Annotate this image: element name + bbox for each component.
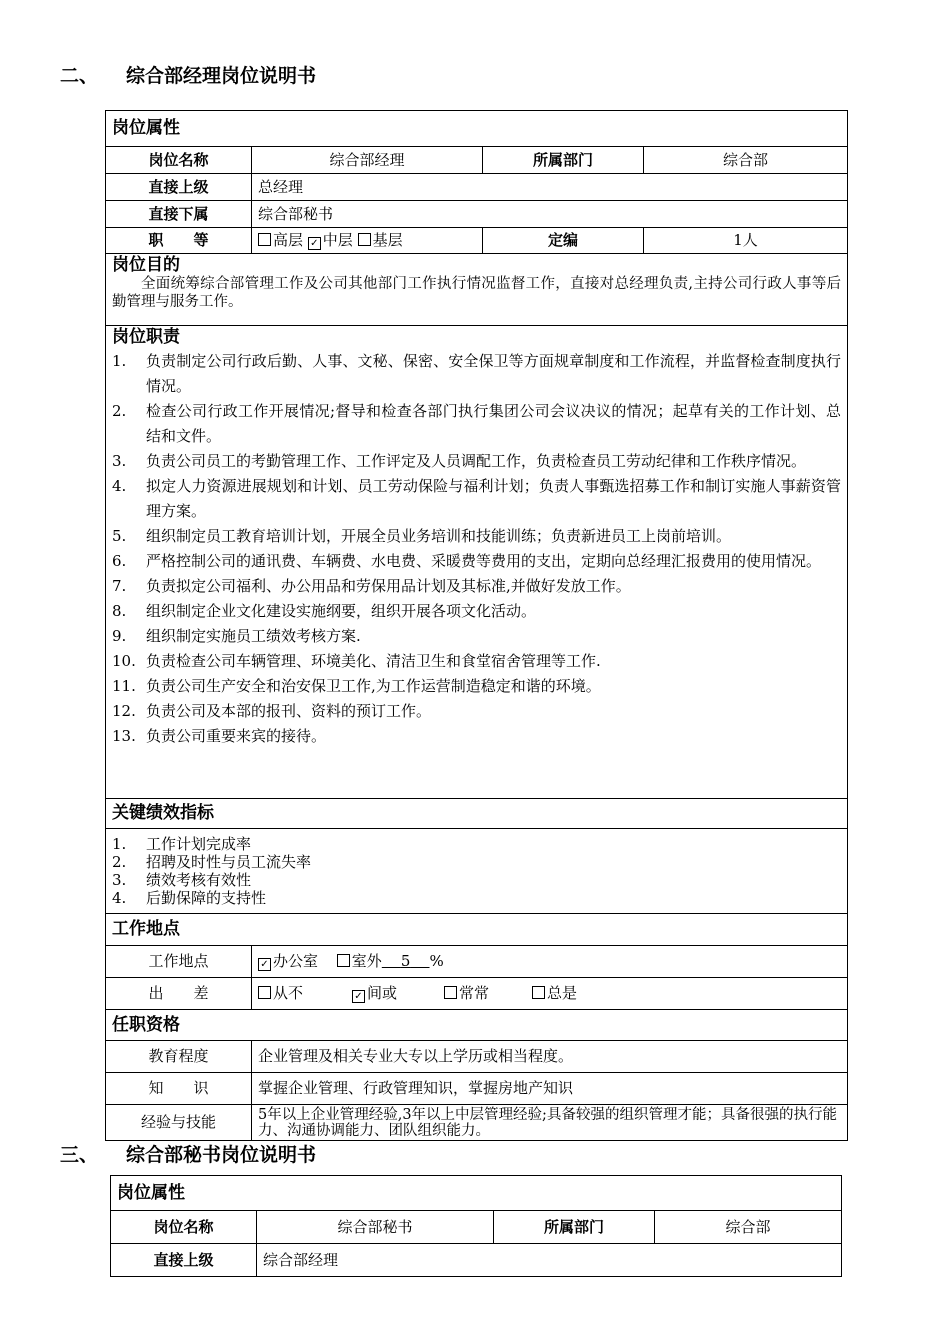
checkbox-icon [358,233,371,246]
list-item: 3. 绩效考核有效性 [112,871,252,889]
travel-option-always[interactable]: 总是 [532,984,577,1002]
list-item: 11. 负责公司生产安全和治安保卫工作,为工作运营制造稳定和谐的环境。 [112,677,601,695]
superior-label: 直接上级 [106,174,252,201]
purpose-text: 全面统筹综合部管理工作及公司其他部门工作执行情况监督工作，直接对总经理负责,主持公司行政人事等后勤管理与服务工作。 [112,276,841,310]
checkbox-icon [532,986,545,999]
department-value: 综合部 [644,147,848,174]
level-options [252,228,483,254]
position-name-label: 岗位名称 [111,1211,257,1244]
experience-value: 5年以上企业管理经验,3年以上中层管理经验;具备较强的组织管理才能；具备很强的执行能力、沟通协调能力、团队组织能力。 [252,1105,848,1141]
knowledge-value: 掌握企业管理、行政管理知识，掌握房地产知识 [252,1073,848,1105]
checkbox-checked-icon: ✓ [308,237,321,250]
list-item: 13. 负责公司重要来宾的接待。 [112,727,327,745]
location-label: 工作地点 [106,946,252,978]
location-header: 工作地点 [106,914,848,946]
list-item: 6. 严格控制公司的通讯费、车辆费、水电费、采暖费等费用的支出，定期向总经理汇报费用的使用情况。 [112,552,822,570]
experience-label: 经验与技能 [106,1105,252,1141]
department-label: 所属部门 [483,147,644,174]
department-value: 综合部 [655,1211,842,1244]
level-option-high[interactable]: 高层 [258,231,303,249]
list-item: 10. 负责检查公司车辆管理、环境美化、清洁卫生和食堂宿舍管理等工作. [112,652,601,670]
purpose-block [106,254,848,326]
list-item: 4. 后勤保障的支持性 [112,889,267,907]
job-description-table-manager [105,110,848,1141]
position-name-value: 综合部经理 [252,147,483,174]
list-item: 1. 工作计划完成率 [112,835,252,853]
subordinate-label: 直接下属 [106,201,252,228]
superior-value: 综合部经理 [257,1244,842,1277]
superior-value: 总经理 [252,174,848,201]
travel-label: 出 差 [106,978,252,1010]
list-item: 1. 负责制定公司行政后勤、人事、文秘、保密、安全保卫等方面规章制度和工作流程，并监督检查制度执行情况。 [112,352,841,395]
duties-block [106,326,848,799]
list-item: 2. 检查公司行政工作开展情况;督导和检查各部门执行集团公司会议决议的情况；起草有关的工作计划、总结和文件。 [112,402,841,445]
kpi-list [112,835,841,907]
location-option-office[interactable]: ✓ 办公室 [258,952,318,970]
outdoor-percent: 5 [400,952,411,970]
attributes-header: 岗位属性 [106,111,848,147]
subordinate-value: 综合部秘书 [252,201,848,228]
travel-options [252,978,848,1010]
checkbox-checked-icon: ✓ [258,958,271,971]
checkbox-icon [444,986,457,999]
section-title: 综合部秘书岗位说明书 [126,1144,317,1166]
knowledge-label: 知 识 [106,1073,252,1105]
position-name-label: 岗位名称 [106,147,252,174]
headcount-value: 1人 [644,228,848,254]
checkbox-icon [337,954,350,967]
education-value: 企业管理及相关专业大专以上学历或相当程度。 [252,1041,848,1073]
section-2-heading [60,61,316,88]
level-option-low[interactable]: 基层 [358,231,403,249]
list-item: 2. 招聘及时性与员工流失率 [112,853,312,871]
duties-header: 岗位职责 [112,327,180,347]
duties-list [112,349,841,749]
headcount-label: 定编 [483,228,644,254]
department-label: 所属部门 [494,1211,655,1244]
checkbox-icon [258,986,271,999]
list-item: 3. 负责公司员工的考勤管理工作、工作评定及人员调配工作，负责检查员工劳动纪律和工作秩序情况。 [112,452,807,470]
education-label: 教育程度 [106,1041,252,1073]
location-options [252,946,848,978]
section-number: 三、 [60,1144,99,1166]
list-item: 8. 组织制定企业文化建设实施纲要，组织开展各项文化活动。 [112,602,537,620]
list-item: 5. 组织制定员工教育培训计划，开展全员业务培训和技能训练；负责新进员工上岗前培训。 [112,527,732,545]
location-option-outdoor[interactable]: 室外 5 % [337,952,444,970]
job-description-table-secretary [110,1175,842,1277]
level-label: 职 等 [106,228,252,254]
list-item: 12. 负责公司及本部的报刊、资料的预订工作。 [112,702,432,720]
level-option-mid[interactable]: ✓ 中层 [308,231,353,249]
travel-option-often[interactable]: 常常 [444,984,532,1003]
kpi-block [106,829,848,914]
checkbox-icon [258,233,271,246]
qualification-header: 任职资格 [106,1010,848,1041]
travel-option-occasional[interactable]: ✓ 间或 [352,984,444,1003]
superior-label: 直接上级 [111,1244,257,1277]
attributes-header: 岗位属性 [111,1176,842,1211]
kpi-header: 关键绩效指标 [106,799,848,829]
list-item: 7. 负责拟定公司福利、办公用品和劳保用品计划及其标准,并做好发放工作。 [112,577,631,595]
travel-option-never[interactable]: 从不 [258,984,352,1003]
section-number: 二、 [60,65,99,87]
list-item: 4. 拟定人力资源进展规划和计划、员工劳动保险与福利计划；负责人事甄选招募工作和制订实施人事薪资管理方案。 [112,477,841,520]
purpose-header: 岗位目的 [112,255,180,275]
section-3-heading [60,1140,316,1167]
section-title: 综合部经理岗位说明书 [126,65,317,87]
position-name-value: 综合部秘书 [257,1211,494,1244]
list-item: 9. 组织制定实施员工绩效考核方案. [112,627,361,645]
checkbox-checked-icon: ✓ [352,990,365,1003]
